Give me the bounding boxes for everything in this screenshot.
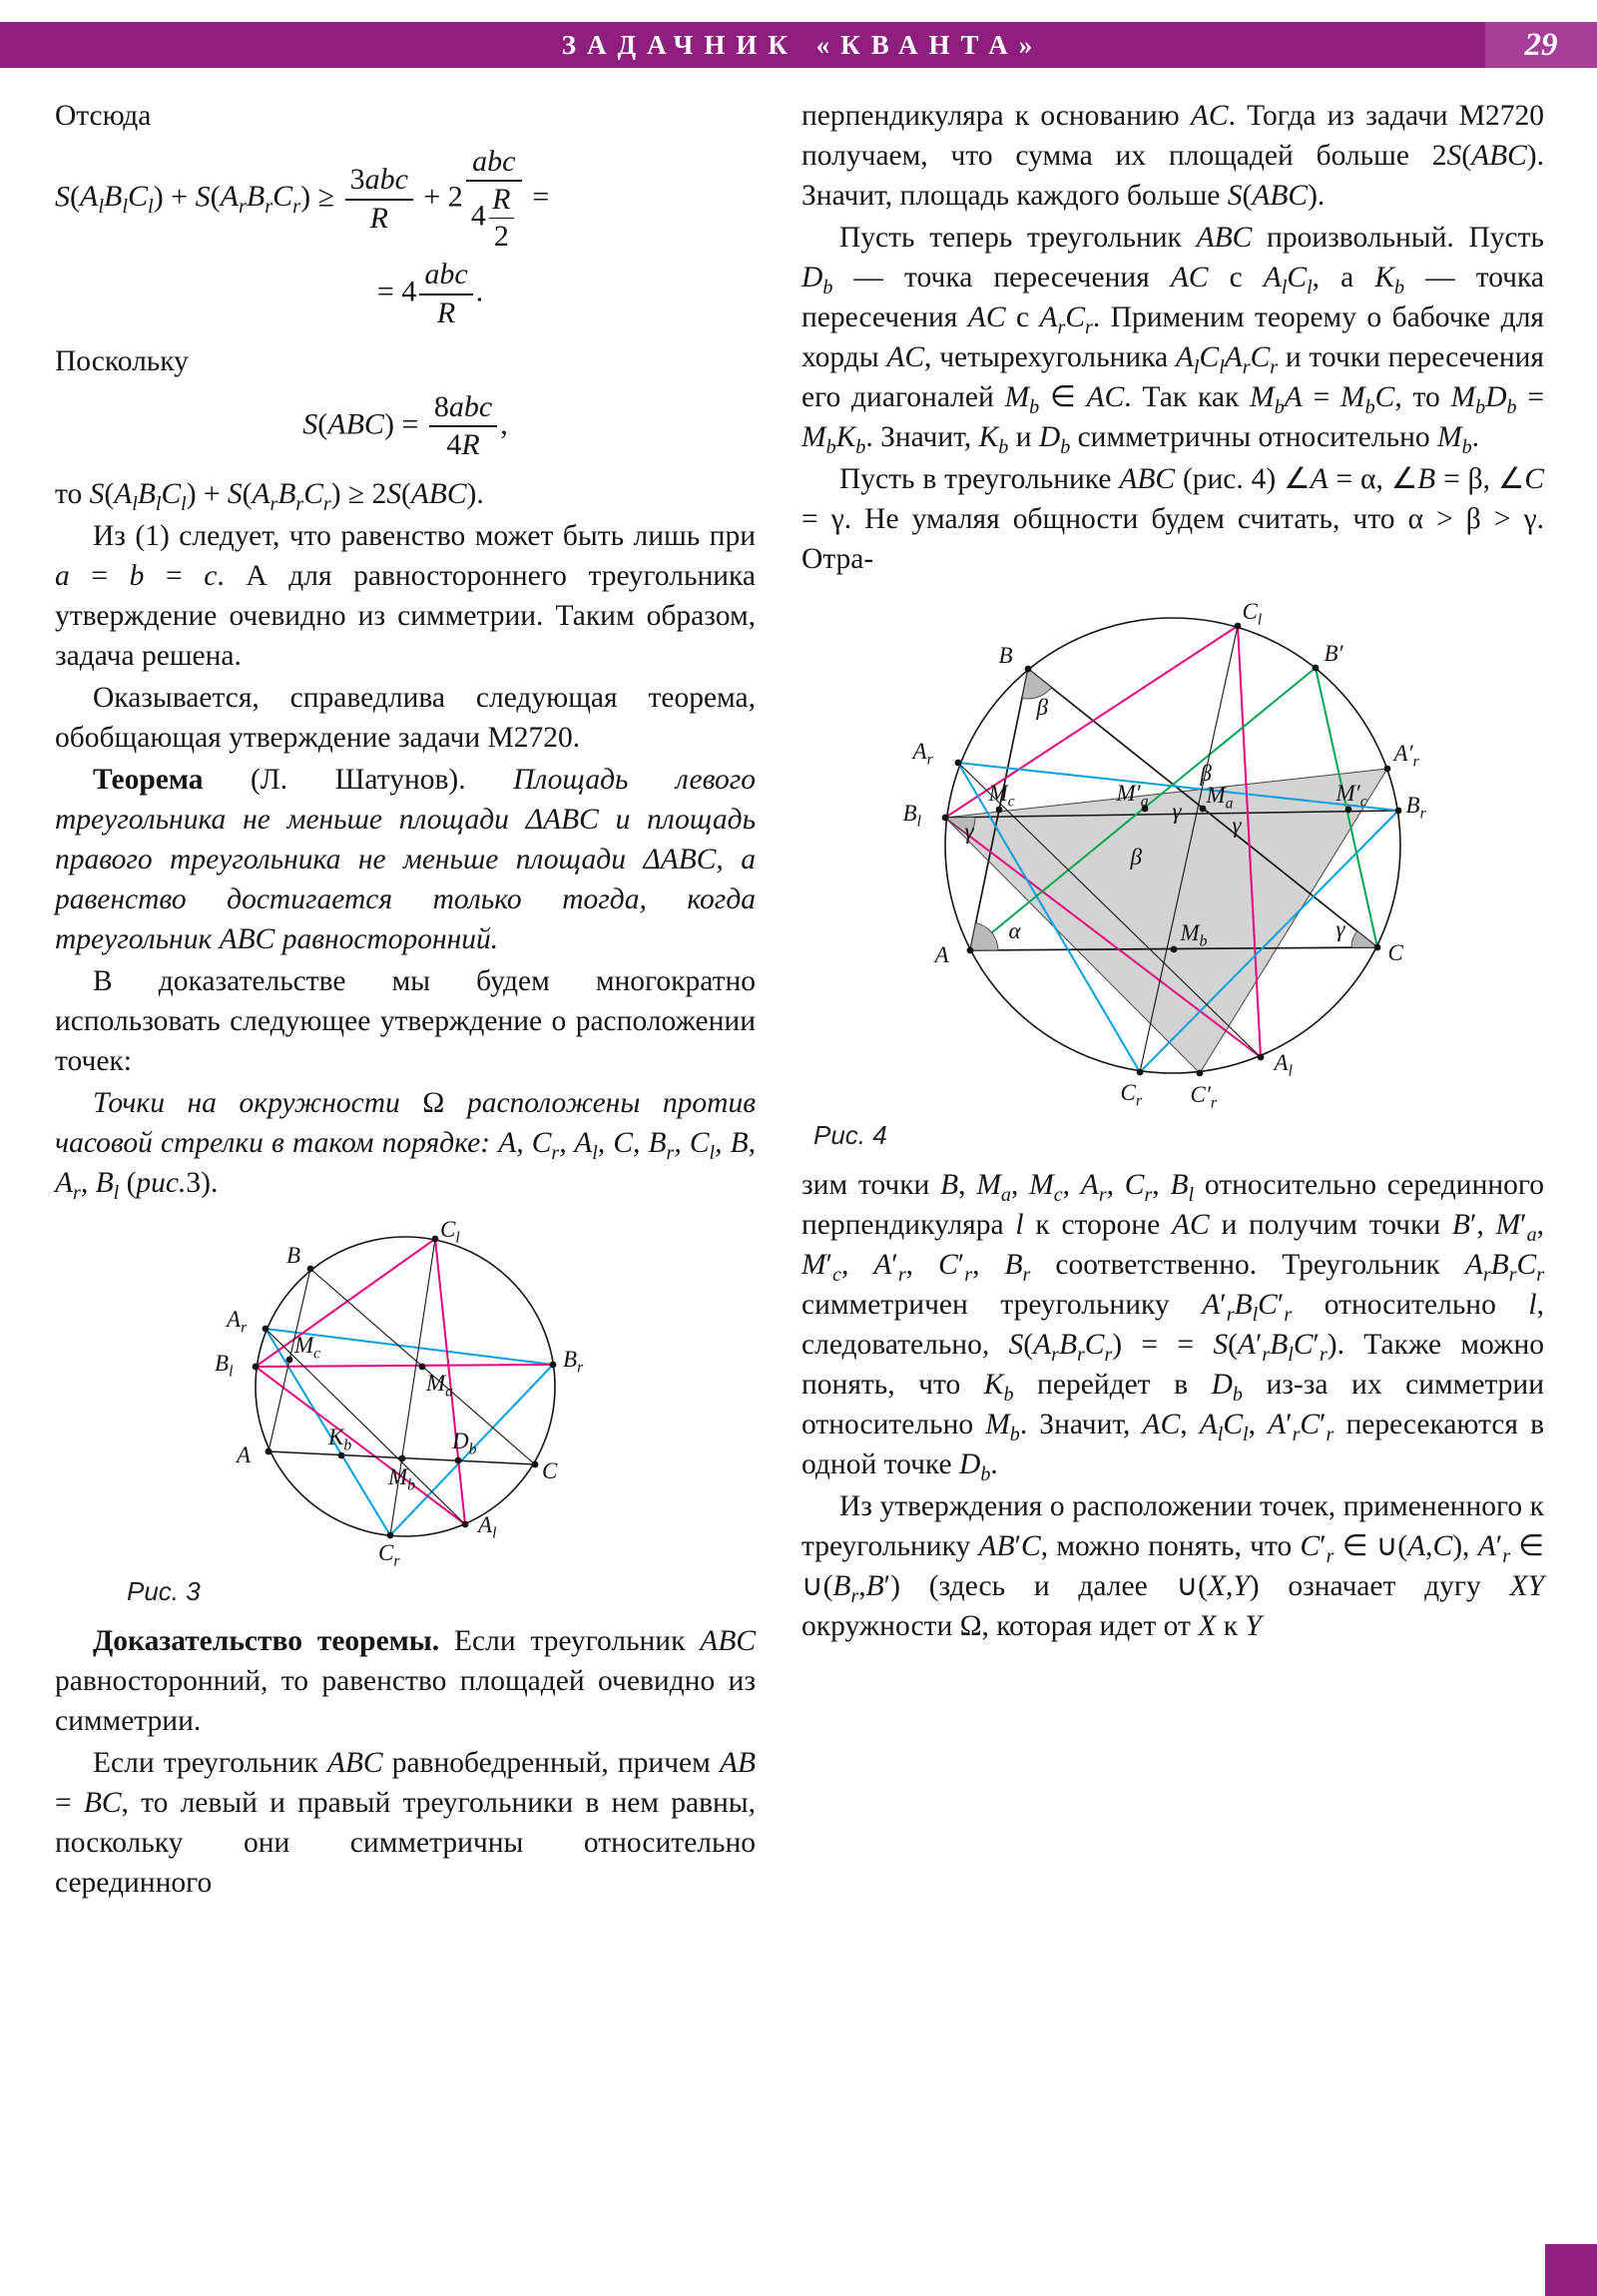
fig4-label-Arp: $A'_r$ [1393,741,1419,771]
fig3-label-Al: $A_l$ [478,1511,497,1542]
paragraph: Оказывается, справедлива следующая теорема, обобщающая утверждение задачи М2720. [55,681,756,754]
figure-4-canvas [901,593,1445,1112]
fig4-label-beta-B: β [1036,695,1048,720]
fig3-label-Bl: $B_l$ [215,1350,234,1381]
fig4-label-Mc: $M_c$ [988,781,1015,811]
fig4-label-alpha: α [1008,918,1021,943]
paragraph: Из утверждения о расположении точек, примененного к треугольнику AB′C, можно понять, что $C'_r$ ∈ ∪(A,C), $A'_r$ ∈ $\cup(B_r,B')$ (здесь и далее ∪(X,Y) означает дугу XY окружности Ω, которая идет от X к Y [801,1490,1544,1642]
fig3-label-Cl: $C_l$ [440,1216,460,1247]
fig4-label-beta-low: β [1130,845,1142,869]
paragraph: Если треугольник ABC равнобедренный, причем AB = BC, то левый и правый треугольники в нем равны, поскольку они симметричны относительно серединного [55,1746,757,1899]
fig3-label-Ar: $A_r$ [227,1306,248,1337]
paragraph: Отсюда [55,100,152,132]
fig3-label-Br: $B_r$ [563,1346,584,1377]
two-column-layout [55,96,1544,1905]
figure-4 [801,593,1544,1151]
figure-3-canvas [191,1217,620,1568]
fig4-label-Ma: $M_a$ [1206,783,1234,813]
formula-line: $S(A_lB_lC_l) + S(A_rB_rC_r)$ ≥ $\frac{\text{3abc}}{R}$ + 2 abc 4 $\frac{R}{2}$ = [55,145,550,253]
fig3-label-B: B [286,1242,301,1268]
header-title: ЗАДАЧНИК «КВАНТА» [561,29,1044,60]
fig4-label-gamma-mid1: γ [1172,799,1182,824]
figure-4-caption: Рис. 4 [813,1120,887,1150]
paragraph: В доказательстве мы будем многократно использовать следующее утверждение о расположении точек: [55,964,756,1077]
fig3-label-Db: $D_b$ [452,1428,477,1458]
fig4-label-gamma-Bl: γ [964,819,974,844]
fig4-label-Cr: $C_r$ [1120,1080,1142,1110]
fig4-label-Cl: $C_l$ [1242,599,1263,629]
display-formula-1 [55,146,756,329]
line-Bl-Br [256,1365,553,1367]
paragraph: Пусть теперь треугольник ABC произвольный. Пусть $D_b$ — точка пересечения AC с $A_lC_l$, а $K_b$ — точка пересечения AC с $A_rC_r$. Применим теорему о бабочке для хорды AC, четырехугольника $A_lC_lA_rC_r$ и точки пересечения его диагоналей $M_b$ ∈ AC. Так как $M_bA = M_bC$, то $M_bD_b = M_bK_b$. Значит, $K_b$ и $D_b$ симметричны относительно $M_b$. [801,222,1545,458]
figure-3-drawing [191,1217,620,1568]
fig3-label-A: A [237,1441,252,1467]
fig4-label-Ar: $A_r$ [912,739,933,769]
fig3-label-Mc: $M_c$ [294,1332,321,1363]
right-triangle [266,1329,553,1535]
fig4-label-Al: $A_l$ [1274,1050,1293,1080]
fig3-label-Kb: $K_b$ [328,1424,352,1454]
fig4-label-beta-mid: β [1200,761,1212,786]
fig4-label-B: B [998,643,1013,668]
figure-3-caption: Рис. 3 [127,1575,201,1606]
right-column [801,96,1544,1905]
fig4-label-Br: $B_r$ [1405,793,1426,823]
fig4-label-Bl: $B_l$ [902,801,921,831]
paragraph: перпендикуляра к основанию AC. Тогда из задачи М2720 получаем, что сумма их площадей больше 2S(ABC). Значит, площадь каждого больше S(ABC). [801,100,1545,212]
paragraph: то $S(A_lB_lC_l) + S(A_rB_rC_r) \ge 2S(ABC)$. [55,477,484,515]
fig4-label-A: A [934,942,949,967]
fig4-label-C: C [1387,940,1403,965]
left-column [55,96,756,1905]
paragraph: зим точки B, $M_a$, $M_c$, $A_r$, $C_r$, $B_l$ относительно серединного перпендикуляра l к стороне AC и получим точки B′, $M'_a$, $M'_c$, $A'_r$, $C'_r$, $B_r$ соответственно. Треугольник $A_rB_rC_r$ симметричен треугольнику $A'_rB_lC'_r$ относительно l, следовательно, $S(A_rB_rC_r)$ = = $S(A'_rB_lC'_r)$. Также можно понять, что $K_b$ перейдет в $D_b$ из-за их симметрии относительно $M_b$. Значит, AC, $A_lC_l$, $A'_rC'_r$ пересекаются в одной точке $D_b$. [801,1169,1545,1485]
fig3-label-Ma: $M_a$ [426,1370,453,1401]
fig4-label-gamma-mid2: γ [1232,813,1242,838]
fig4-label-Map: $M'_a$ [1116,781,1149,811]
fig4-label-Mb: $M_b$ [1180,920,1208,950]
fig4-label-Mcp: $M'_c$ [1335,781,1367,811]
paragraph: Пусть в треугольнике ABC (рис. 4) ∠A = α, ∠B = β, ∠C = γ. Не умаляя общности будем считать, что α > β > γ. Отра- [801,463,1544,575]
fig4-label-Crp: $C'_r$ [1190,1082,1217,1112]
fig4-label-gamma-C: γ [1335,916,1345,941]
display-formula-2: S(ABC) = $\frac{\text{8abc}}{4R}$ , [302,389,508,462]
fig3-label-Cr: $C_r$ [378,1539,400,1570]
paragraph: Поскольку [55,344,189,377]
paragraph: Из (1) следует, что равенство может быть лишь при a = b = c. А для равностороннего треугольника утверждение очевидно из симметрии. Таким образом, задача решена. [55,519,757,672]
fig3-label-Mb: $M_b$ [388,1463,415,1494]
formula-line: = 4 $\frac{\text{abc}}{R}$ . [376,258,484,329]
page-number: 29 [1485,22,1597,68]
paragraph: Точки на окружности Ω расположены против часовой стрелки в таком порядке: A, $C_r$, $A_l$, C, $B_r$, $C_l$, B, $A_r$, $B_l$ (рис.3). [55,1086,757,1204]
corner-decoration [1545,2244,1597,2296]
fig3-label-C: C [542,1457,558,1483]
fig4-label-Bp: B′ [1324,641,1343,666]
theorem-paragraph: Теорема (Л. Шатунов). Площадь левого треугольника не меньше площади ΔABC и площадь правого треугольника не меньше площади ΔABC, а равенство достигается только тогда, когда треугольник ABC равносторонний. [55,763,756,955]
header-band [0,22,1597,68]
figure-4-drawing [923,601,1422,1085]
figure-3 [55,1217,756,1607]
proof-paragraph: Доказательство теоремы. Если треугольник ABC равносторонний, то равенство площадей очевидно из симметрии. [55,1624,757,1737]
